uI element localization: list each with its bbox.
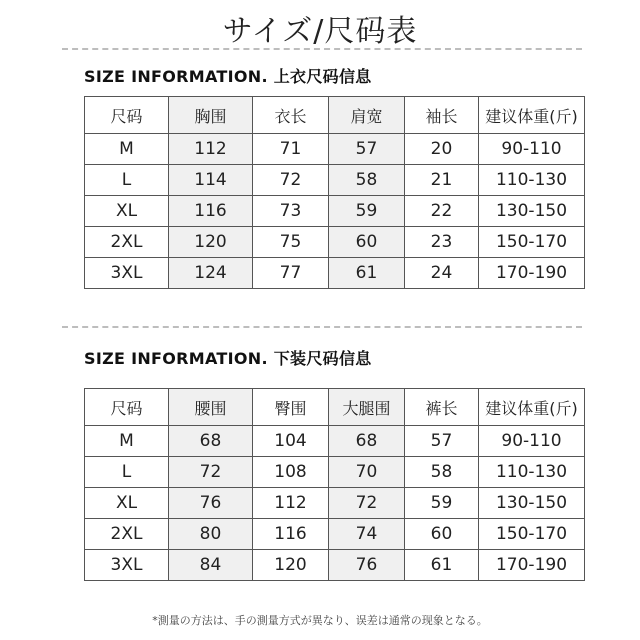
table-cell: 58 xyxy=(329,165,405,196)
table-cell: 130-150 xyxy=(479,488,585,519)
table-row xyxy=(85,457,585,488)
table-row xyxy=(85,550,585,581)
table-cell: 22 xyxy=(405,196,479,227)
table-cell: 23 xyxy=(405,227,479,258)
table-cell: 61 xyxy=(329,258,405,289)
table-cell: L xyxy=(85,165,169,196)
table-cell: 60 xyxy=(405,519,479,550)
table-cell: 130-150 xyxy=(479,196,585,227)
table-cell: 75 xyxy=(253,227,329,258)
column-header: 裤长 xyxy=(405,389,479,426)
table-cell: M xyxy=(85,426,169,457)
table-cell: 70 xyxy=(329,457,405,488)
table-cell: 57 xyxy=(405,426,479,457)
table-cell: 72 xyxy=(253,165,329,196)
table-cell: 20 xyxy=(405,134,479,165)
table-cell: 58 xyxy=(405,457,479,488)
column-header: 尺码 xyxy=(85,389,169,426)
table-cell: 150-170 xyxy=(479,227,585,258)
table-cell: 74 xyxy=(329,519,405,550)
table-cell: 150-170 xyxy=(479,519,585,550)
table-cell: 114 xyxy=(169,165,253,196)
column-header: 衣长 xyxy=(253,97,329,134)
table-cell: 68 xyxy=(169,426,253,457)
table-cell: 72 xyxy=(169,457,253,488)
column-header: 臀围 xyxy=(253,389,329,426)
measurement-note: *測量の方法は、手の測量方式が異なり、误差は通常の现象となる。 xyxy=(152,614,488,627)
column-header: 肩宽 xyxy=(329,97,405,134)
table-header-row xyxy=(85,97,585,134)
column-header: 腰围 xyxy=(169,389,253,426)
table-cell: 71 xyxy=(253,134,329,165)
column-header: 建议体重(斤) xyxy=(479,389,585,426)
table-cell: M xyxy=(85,134,169,165)
table-cell: 60 xyxy=(329,227,405,258)
table-cell: 80 xyxy=(169,519,253,550)
column-header: 建议体重(斤) xyxy=(479,97,585,134)
table-cell: 3XL xyxy=(85,550,169,581)
table-row xyxy=(85,165,585,196)
table-row xyxy=(85,258,585,289)
table-cell: 108 xyxy=(253,457,329,488)
table-cell: 84 xyxy=(169,550,253,581)
table-cell: 57 xyxy=(329,134,405,165)
table-cell: 170-190 xyxy=(479,258,585,289)
table-cell: 2XL xyxy=(85,227,169,258)
column-header: 胸围 xyxy=(169,97,253,134)
table-cell: 73 xyxy=(253,196,329,227)
table-cell: 104 xyxy=(253,426,329,457)
table-cell: 24 xyxy=(405,258,479,289)
tops-size-table xyxy=(84,96,585,289)
table-cell: L xyxy=(85,457,169,488)
table-cell: 59 xyxy=(329,196,405,227)
table-row xyxy=(85,488,585,519)
table-row xyxy=(85,196,585,227)
table-cell: 72 xyxy=(329,488,405,519)
table-header-row xyxy=(85,389,585,426)
table-cell: 124 xyxy=(169,258,253,289)
table-cell: 120 xyxy=(253,550,329,581)
table-cell: 170-190 xyxy=(479,550,585,581)
table-cell: 3XL xyxy=(85,258,169,289)
table-cell: 90-110 xyxy=(479,134,585,165)
table-row xyxy=(85,227,585,258)
table-cell: 76 xyxy=(329,550,405,581)
table-cell: 21 xyxy=(405,165,479,196)
table-cell: XL xyxy=(85,488,169,519)
table-cell: 116 xyxy=(253,519,329,550)
table-cell: 110-130 xyxy=(479,457,585,488)
table-row xyxy=(85,134,585,165)
top-divider xyxy=(62,48,582,50)
table-cell: 77 xyxy=(253,258,329,289)
table-cell: 120 xyxy=(169,227,253,258)
bottoms-section-title: SIZE INFORMATION. 下装尺码信息 xyxy=(84,349,372,368)
table-cell: 76 xyxy=(169,488,253,519)
column-header: 尺码 xyxy=(85,97,169,134)
middle-divider xyxy=(62,326,582,328)
table-row xyxy=(85,519,585,550)
table-row xyxy=(85,426,585,457)
column-header: 大腿围 xyxy=(329,389,405,426)
table-cell: 2XL xyxy=(85,519,169,550)
tops-section-title: SIZE INFORMATION. 上衣尺码信息 xyxy=(84,67,372,86)
table-cell: 112 xyxy=(169,134,253,165)
table-cell: 116 xyxy=(169,196,253,227)
table-cell: 112 xyxy=(253,488,329,519)
table-cell: 59 xyxy=(405,488,479,519)
table-cell: XL xyxy=(85,196,169,227)
table-cell: 110-130 xyxy=(479,165,585,196)
table-cell: 61 xyxy=(405,550,479,581)
table-cell: 90-110 xyxy=(479,426,585,457)
column-header: 袖长 xyxy=(405,97,479,134)
bottoms-size-table xyxy=(84,388,585,581)
page-title: サイズ/尺码表 xyxy=(222,14,418,49)
table-cell: 68 xyxy=(329,426,405,457)
